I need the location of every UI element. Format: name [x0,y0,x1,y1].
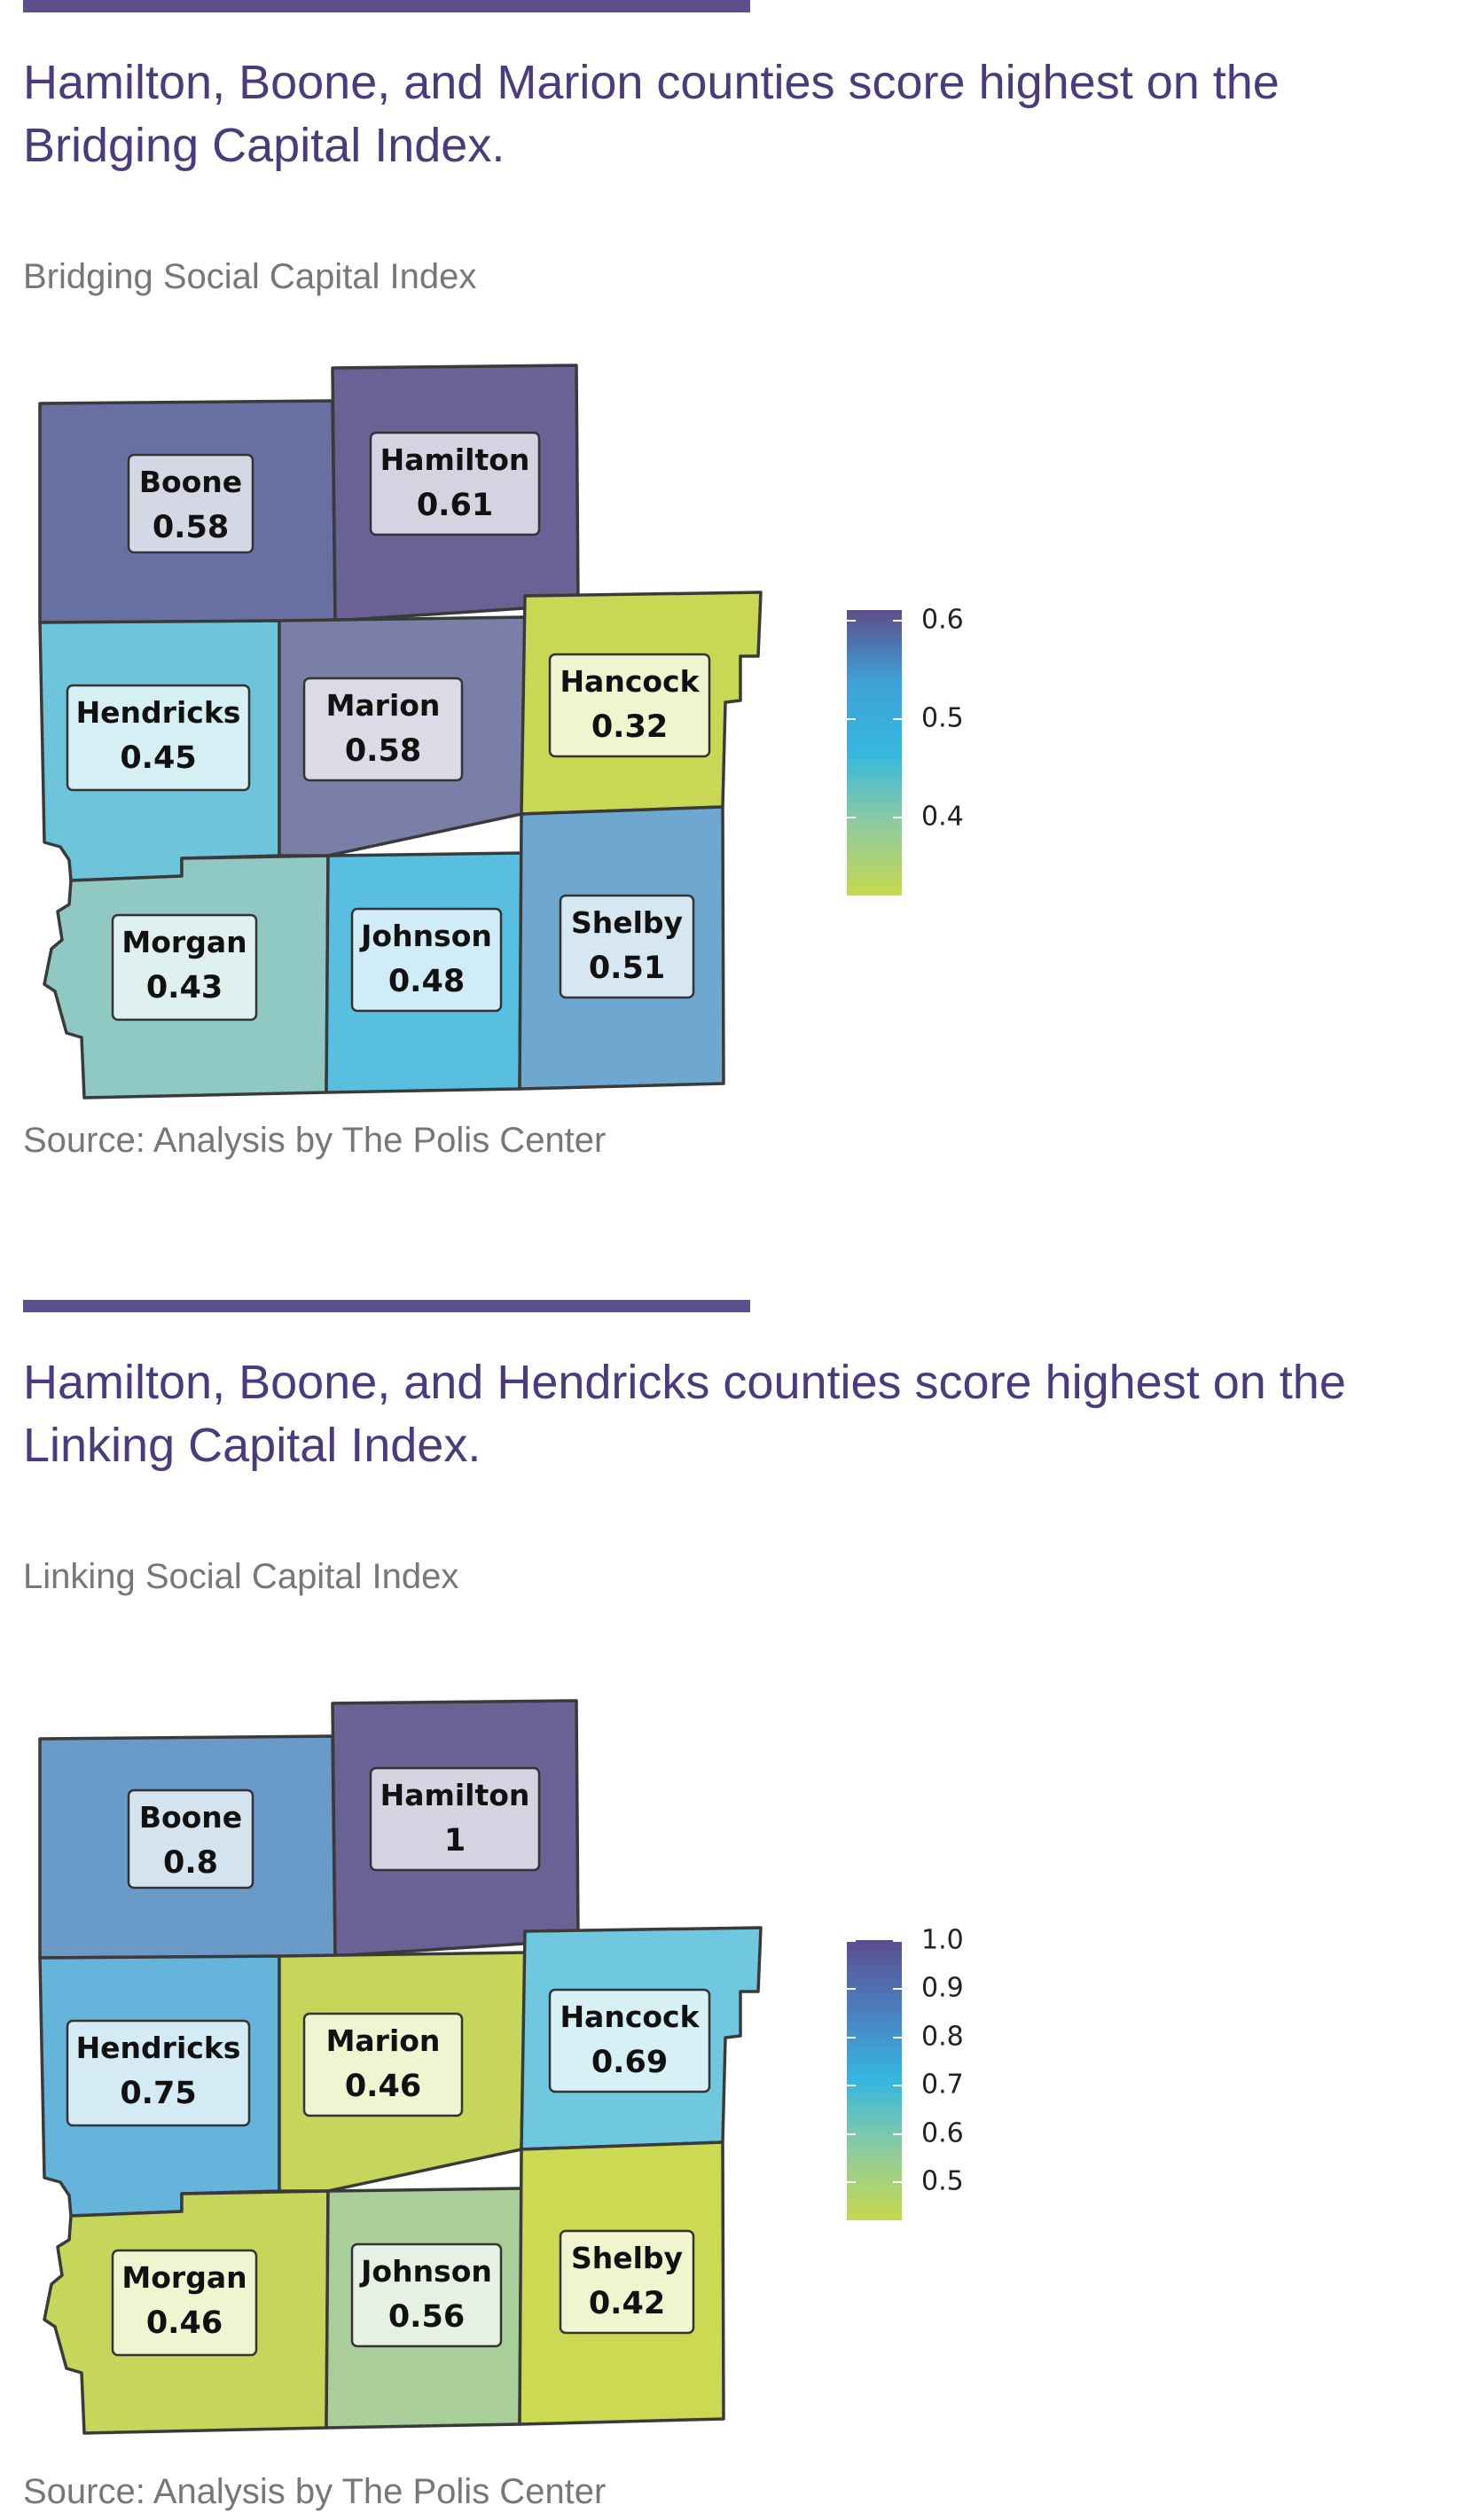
county-value: 0.58 [344,733,422,769]
county-name: Hancock [560,664,700,699]
county-label-boone [129,455,253,552]
county-name: Johnson [361,2254,492,2289]
source-note: Source: Analysis by The Polis Center [23,2472,607,2511]
county-value: 0.46 [145,2305,223,2341]
legend-tick-mark [847,2181,856,2183]
legend-tick-label: 0.5 [921,702,964,734]
county-label-hancock [550,1990,709,2092]
county-map [35,1699,780,2461]
section-divider [23,0,750,12]
legend-tick-label: 1.0 [921,1924,964,1956]
county-name: Marion [325,688,441,723]
county-value: 0.48 [388,964,466,999]
county-label-marion [304,678,462,780]
legend-tick-mark [847,2037,856,2039]
county-label-hancock [550,654,709,756]
county-label-marion [304,2014,462,2116]
county-name: Shelby [570,905,684,940]
county-value: 0.56 [388,2299,466,2335]
county-label-johnson [352,909,501,1011]
legend-tick-mark [893,1988,902,1990]
county-label-johnson [352,2244,501,2346]
legend-tick-mark [847,2085,856,2086]
legend-tick-label: 0.4 [921,801,964,833]
legend-tick-mark [893,2133,902,2135]
county-name: Marion [325,2023,441,2058]
county-label-hamilton [371,433,539,535]
legend-tick-mark [847,2133,856,2135]
county-name: Hamilton [380,1778,530,1812]
county-value: 0.32 [591,709,669,745]
legend-tick-mark [847,1940,856,1942]
legend-tick-label: 0.8 [921,2021,964,2053]
county-label-shelby [560,2231,693,2333]
county-label-hendricks [67,2021,249,2125]
county-name: Hendricks [75,2031,241,2065]
county-name: Morgan [121,2260,247,2295]
county-name: Johnson [361,919,492,953]
county-name: Boone [138,465,243,499]
legend-colorbar [847,1940,902,2220]
source-note: Source: Analysis by The Polis Center [23,1121,607,1160]
county-value: 0.45 [120,740,197,776]
legend-tick-mark [847,718,856,720]
county-map [35,364,780,1126]
county-value: 0.43 [145,970,223,1006]
county-label-shelby [560,896,693,998]
county-name: Boone [138,1800,243,1835]
county-value: 1 [443,1823,466,1859]
legend-tick-label: 0.6 [921,604,964,636]
county-value: 0.61 [416,488,494,523]
county-value: 0.51 [588,951,666,986]
section-divider [23,1300,750,1312]
legend-tick-mark [893,2181,902,2183]
legend-tick-label: 0.9 [921,1972,964,2004]
county-value: 0.69 [591,2045,669,2080]
section-headline: Hamilton, Boone, and Marion counties score highest on the Bridging Capital Index. [23,56,1280,172]
county-name: Morgan [121,925,247,959]
legend-tick-mark [893,2037,902,2039]
county-name: Hancock [560,2000,700,2034]
legend-tick-label: 0.7 [921,2069,964,2101]
county-name: Shelby [570,2241,684,2275]
county-label-boone [129,1790,253,1888]
county-label-hamilton [371,1768,539,1870]
legend-colorbar [847,610,902,896]
county-label-morgan [113,915,256,1020]
county-name: Hendricks [75,695,241,730]
county-label-morgan [113,2250,256,2355]
legend-tick-mark [847,817,856,818]
county-value: 0.8 [162,1845,219,1881]
county-value: 0.58 [152,510,230,545]
county-name: Hamilton [380,442,530,477]
legend-tick-mark [893,1940,902,1942]
county-value: 0.46 [344,2069,422,2104]
legend-tick-label: 0.5 [921,2165,964,2197]
legend-tick-mark [847,620,856,622]
map-subtitle: Linking Social Capital Index [23,1557,459,1596]
legend-tick-mark [893,620,902,622]
county-label-hendricks [67,685,249,790]
legend-tick-mark [847,1988,856,1990]
legend-tick-mark [893,2085,902,2086]
legend-tick-label: 0.6 [921,2117,964,2149]
legend-tick-mark [893,817,902,818]
section-headline: Hamilton, Boone, and Hendricks counties score highest on the Linking Capital Index. [23,1356,1346,1472]
map-subtitle: Bridging Social Capital Index [23,257,477,296]
county-value: 0.42 [588,2286,666,2321]
legend-tick-mark [893,718,902,720]
county-value: 0.75 [120,2076,197,2111]
